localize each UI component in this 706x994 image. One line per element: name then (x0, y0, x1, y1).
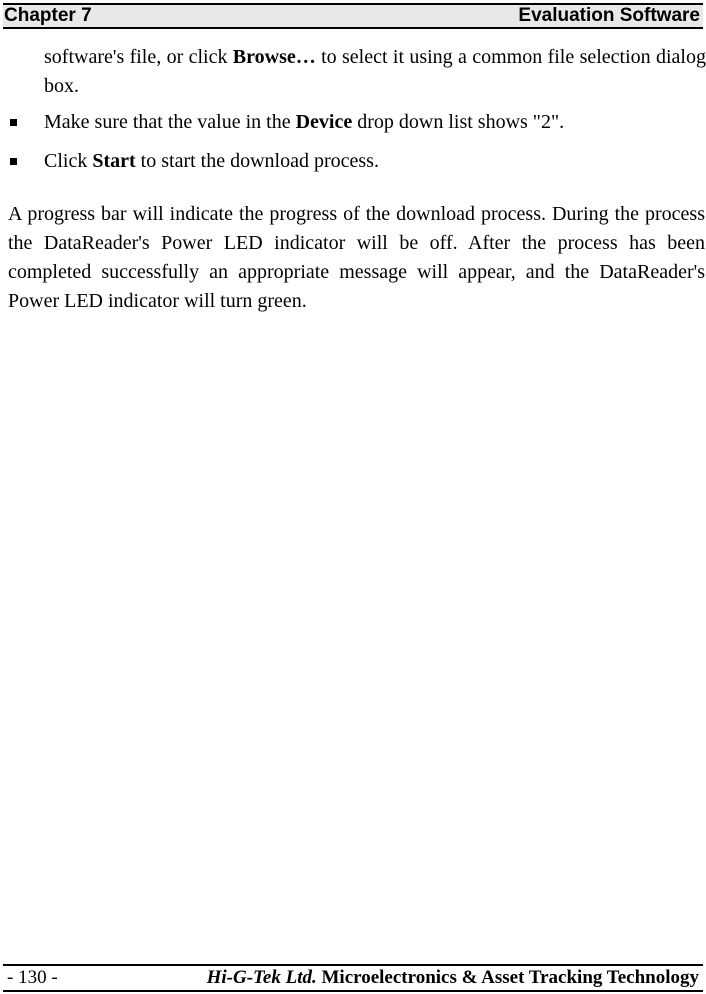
company-tagline: Microelectronics & Asset Tracking Technology (316, 967, 699, 988)
list-item-post: drop down list shows "2". (352, 111, 565, 133)
chapter-label: Chapter 7 (4, 5, 92, 26)
page-header (3, 3, 703, 29)
start-label: Start (92, 150, 136, 172)
device-label: Device (295, 111, 353, 133)
section-title: Evaluation Software (518, 5, 700, 26)
list-item-text (44, 108, 564, 137)
list-item-post: to start the download process. (135, 150, 379, 172)
list-item-text (44, 147, 379, 176)
body-paragraph: A progress bar will indicate the progress of the download process. During the process the DataReader's Power LED indicator will be off. After the process has been completed successfully an appropriate message will appear, and the DataReader's Power LED indicator will turn green. (8, 203, 705, 312)
bullet-square-icon (10, 147, 18, 155)
bullet-square-icon (10, 108, 18, 116)
list-item-pre: Make sure that the value in the (44, 111, 296, 133)
continuation-post: to select it using a common file selection dialog box. (44, 46, 706, 97)
footer-company-line (207, 966, 699, 990)
continuation-pre: software's file, or click (44, 46, 233, 68)
company-name: Hi-G-Tek Ltd. (206, 967, 317, 988)
list-item-pre: Click (44, 150, 93, 172)
browse-label: Browse… (232, 46, 316, 68)
page-number: - 130 - (7, 967, 58, 988)
continuation-text (44, 43, 706, 101)
page-footer (3, 964, 703, 992)
